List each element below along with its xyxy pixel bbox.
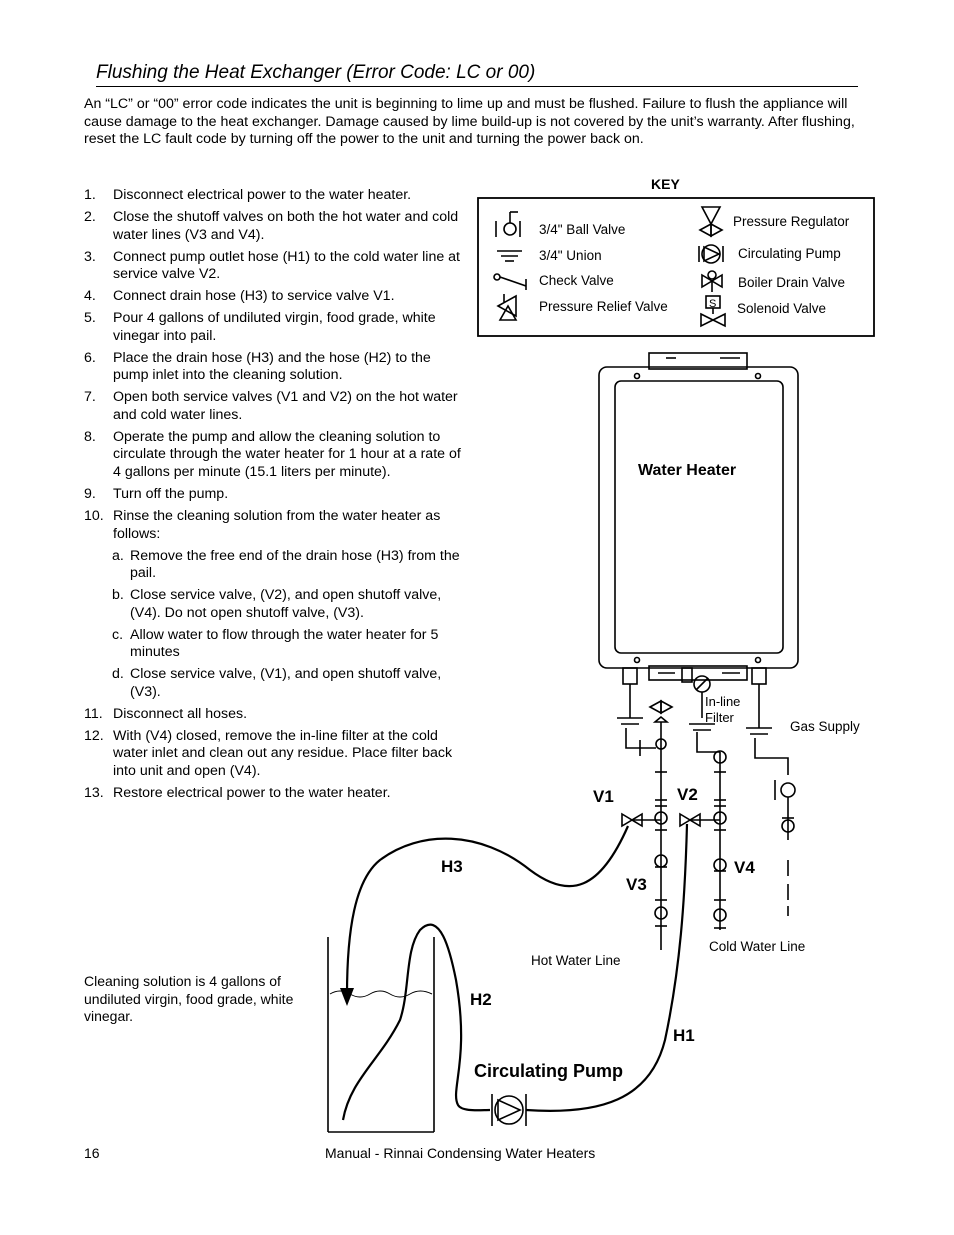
key-label-circulating-pump: Circulating Pump (738, 246, 841, 261)
cleaning-solution-note: Cleaning solution is 4 gallons of undiluted virgin, food grade, white vinegar. (84, 973, 294, 1025)
manual-title: Manual - Rinnai Condensing Water Heaters (325, 1145, 596, 1161)
key-label-pressure-relief-valve: Pressure Relief Valve (539, 299, 668, 314)
list-item: 4. Connect drain hose (H3) to service valve V1. (84, 288, 395, 305)
sub-list-item: c. Allow water to flow through the water heater for 5 minutes (112, 626, 439, 661)
list-item: 11. Disconnect all hoses. (84, 705, 248, 722)
circulating-pump-label: Circulating Pump (474, 1061, 624, 1081)
list-item: 6. Place the drain hose (H3) and the hose (H2) to the pump inlet into the cleaning solution. (84, 349, 431, 384)
water-heater-label: Water Heater (638, 462, 737, 479)
v3-label: V3 (626, 875, 647, 894)
page-title: Flushing the Heat Exchanger (Error Code: LC or 00) (96, 62, 858, 87)
v4-label: V4 (734, 858, 755, 877)
list-item: 1. Disconnect electrical power to the water heater. (84, 187, 412, 203)
pressure-relief-valve-icon (498, 294, 516, 320)
key-label-pressure-regulator: Pressure Regulator (733, 214, 850, 229)
hot-water-line-label: Hot Water Line (531, 953, 621, 968)
circulating-pump-icon (699, 245, 723, 263)
list-item: 5. Pour 4 gallons of undiluted virgin, food grade, white vinegar into pail. (84, 310, 436, 344)
cold-water-line-label: Cold Water Line (709, 939, 806, 954)
sub-list-item: d. Close service valve, (V1), and open shutoff valve, (V3). (112, 666, 442, 700)
h2-label: H2 (470, 990, 492, 1009)
key-label-solenoid-valve: Solenoid Valve (737, 301, 827, 316)
hose-h2 (343, 925, 490, 1120)
inline-filter-label-1: In-line (705, 694, 741, 709)
key-label-ball-valve: 3/4" Ball Valve (539, 222, 626, 237)
list-item: 8. Operate the pump and allow the cleaning solution to circulate through the water heater for 1 hour at a rate of 4 gallons per minute (15.1 liters per minute). (84, 428, 461, 481)
sub-list-item: b. Close service valve, (V2), and open shutoff valve, (V4). Do not open shutoff valve, (V3). (112, 587, 442, 621)
sub-list-item: a. Remove the free end of the drain hose (H3) from the pail. (112, 547, 460, 582)
solenoid-letter: S (709, 298, 717, 310)
ball-valve-icon (496, 212, 520, 237)
pail (328, 937, 434, 1132)
list-item: 2. Close the shutoff valves on both the hot water and cold water lines (V3 and V4). (84, 208, 459, 243)
key-title: KEY (651, 176, 680, 192)
key-label-boiler-drain-valve: Boiler Drain Valve (738, 275, 846, 290)
list-item: 7. Open both service valves (V1 and V2) on the hot water and cold water lines. (84, 389, 458, 423)
h3-arrow (340, 988, 354, 1006)
list-item: 3. Connect pump outlet hose (H1) to the cold water line at service valve V2. (84, 248, 460, 283)
key-label-union: 3/4" Union (539, 248, 602, 263)
check-valve-icon (494, 274, 526, 290)
gas-supply-piping (746, 684, 795, 916)
inline-filter-label-2: Filter (705, 710, 734, 725)
h3-label: H3 (441, 857, 463, 876)
key-label-check-valve: Check Valve (539, 273, 614, 288)
boiler-drain-valve-icon (702, 271, 722, 292)
hot-water-line-piping (617, 684, 672, 950)
list-item: 12. With (V4) closed, remove the in-line filter at the cold water inlet and clean out any residue. Place filter back into unit and open (V4). (84, 727, 453, 780)
v1-label: V1 (593, 787, 614, 806)
list-item: 13. Restore electrical power to the water heater. (84, 785, 391, 802)
pressure-regulator-icon (700, 207, 722, 236)
h1-label: H1 (673, 1026, 695, 1045)
union-icon (497, 251, 522, 261)
intro-paragraph: An “LC” or “00” error code indicates the unit is beginning to lime up and must be flushed. Failure to flush the appliance will cause damage to the heat exchanger. Damage caused by lime build-up is not covered by the unit’s warranty. After flushing, reset the LC fault code by turning off the power to the unit and turning the power back on. (84, 96, 855, 148)
list-item: 10. Rinse the cleaning solution from the water heater as follows: (84, 508, 441, 542)
page-number: 16 (84, 1145, 100, 1161)
v2-label: V2 (677, 785, 698, 804)
circulating-pump-symbol (492, 1094, 526, 1126)
gas-supply-label: Gas Supply (790, 719, 860, 734)
water-heater-unit (599, 353, 798, 684)
list-item: 9. Turn off the pump. (84, 486, 229, 503)
hose-h3 (347, 826, 628, 995)
